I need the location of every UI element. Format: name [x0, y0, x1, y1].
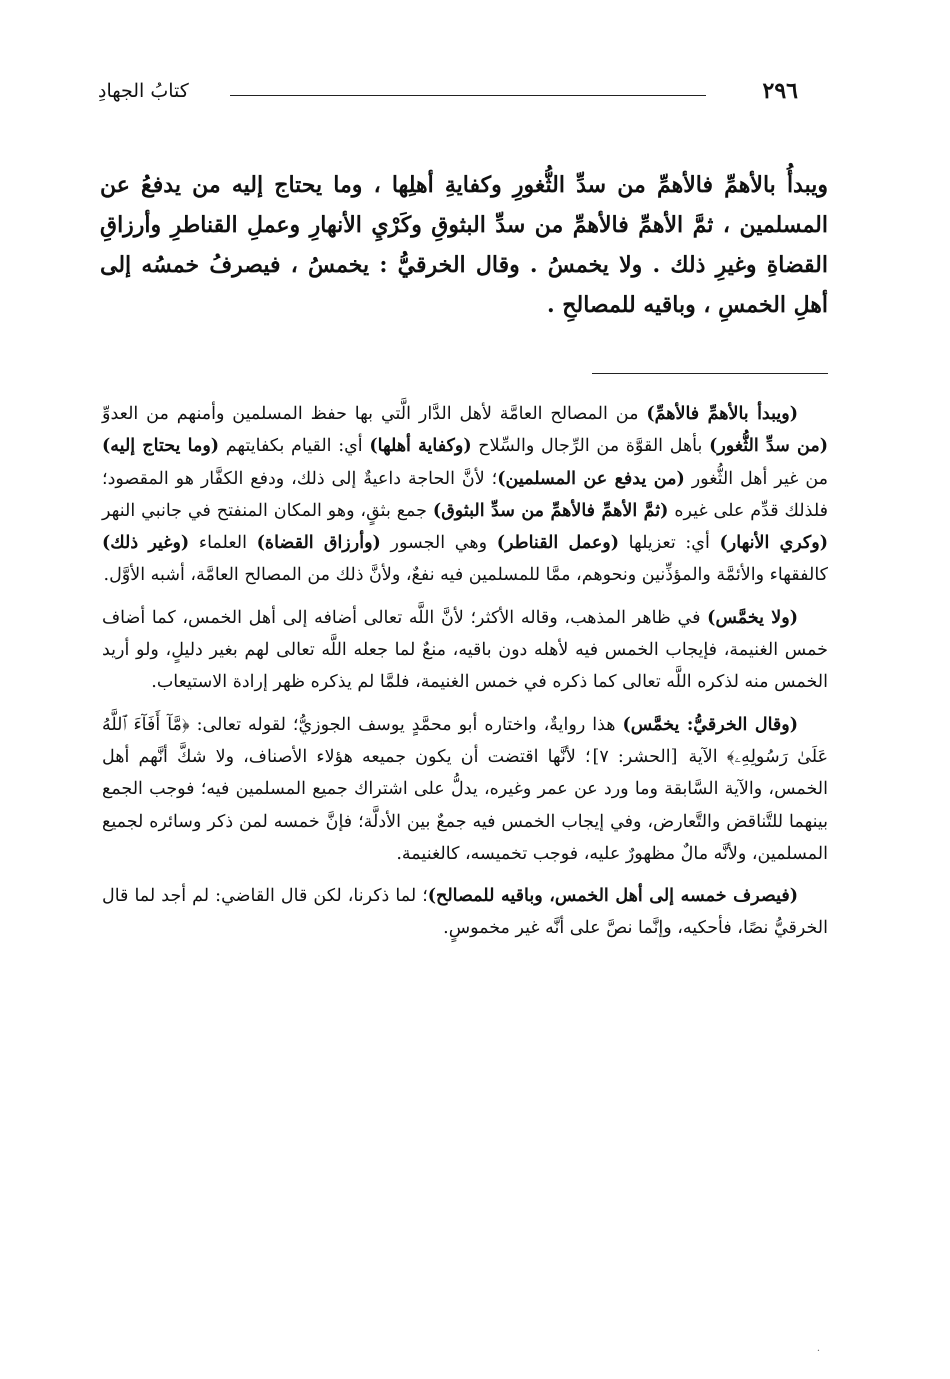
commentary-text: الآية	[679, 746, 727, 767]
commentary-text: ؛ لما ذكرنا، لكن قال القاضي: لم أجد لما قال الخرقيُّ نصًا، فأحكيه، وإنَّما نصَّ على أنَّه غير مخموسٍ.	[102, 886, 828, 939]
quoted-matn: (وكري الأنهار)	[719, 533, 828, 554]
quran-verse: ﴿مَّآ أَفَآءَ ٱللَّهُ عَلَىٰ رَسُولِهِۦ﴾	[102, 714, 829, 767]
commentary-text: في ظاهر المذهب، وقاله الأكثر؛ لأنَّ اللَّه تعالى أضافه إلى أهل الخمس، كما أضاف خمس الغنيمة، فإيجاب الخمس فيه لأهله دون باقيه، منعٌ لما جعله اللَّه تعالى لهم بغير دليلٍ، ولو أريد الخمس منه لذكره اللَّه تعالى كما ذكره في خمس الغنيمة، فلمَّا لم يذكره ظهر إرادة الاستيعاب.	[102, 607, 828, 693]
commentary-text: ؛ لأنَّ الحاجة داعيةٌ إلى ذلك، ودفع الكفَّار هو المقصود؛ فلذلك قدِّم على غيره	[102, 468, 828, 521]
quoted-matn: (فيصرف خمسه إلى أهل الخمس، وباقيه للمصالح)	[427, 886, 798, 907]
quoted-matn: (من يدفع عن المسلمين)	[497, 468, 685, 489]
commentary-text: وهي الجسور	[380, 533, 497, 554]
commentary-paragraph-1	[102, 398, 828, 592]
header-rule	[230, 95, 706, 96]
quoted-matn: (ويبدأ بالأهمِّ فالأهمِّ)	[646, 404, 798, 424]
commentary-paragraph-3	[102, 709, 828, 870]
commentary-text: العلماء	[189, 533, 257, 554]
matn-text-block	[100, 165, 828, 325]
quoted-matn: (من سدِّ الثُّغور)	[709, 436, 828, 457]
commentary-text: أي: تعزيلها	[619, 533, 720, 554]
quoted-matn: (ثمَّ الأهمِّ فالأهمِّ من سدِّ البثوق)	[432, 500, 669, 521]
commentary-text: من غير أهل الثُّغور	[684, 468, 829, 489]
commentary-paragraph-2	[102, 602, 828, 699]
page-header	[98, 78, 798, 112]
running-title: كتابُ الجهادِ	[98, 80, 189, 102]
commentary-text: بأهل القوَّة من الرِّجال والسِّلاح	[471, 436, 710, 457]
commentary-text: كالفقهاء والأئمَّة والمؤذِّنين ونحوهم، ممَّا للمسلمين فيه نفعٌ، ولأنَّ ذلك من المصالح العامَّة، أشبه الأوَّل.	[103, 565, 828, 586]
quoted-matn: (ولا يخمَّس)	[707, 607, 798, 628]
quoted-matn: (وما يحتاج إليه)	[102, 436, 220, 457]
commentary-block	[102, 398, 828, 955]
quoted-matn: (وعمل القناطر)	[496, 533, 619, 554]
commentary-text: من المصالح العامَّة لأهل الدَّار الَّتي بها حفظ المسلمين وأمنهم من العدوِّ	[102, 404, 647, 424]
commentary-text: أي: القيام بكفايتهم	[219, 436, 370, 457]
commentary-text: جمع بثقٍ، وهو المكان المنفتح في جانبي النهر	[102, 500, 433, 521]
commentary-text: ؛ لأنَّها اقتضت أن يكون جميعه هؤلاء الأصناف، ولا شكَّ أنَّهم أهل الخمس، والآية السَّابقة وما ورد عن عمر وغيره، يدلُّ على اشتراك جميع المسلمين فيه؛ فوجب الجمع بينهما للتَّناقض والتَّعارض، وفي إيجاب الخمس فيه جمعٌ بين الأدلَّة؛ فإنَّ خمسه لمن ذكر وسائره لجميع المسلمين، ولأنَّه مالٌ مظهورٌ عليه، فوجب تخميسه، كالغنيمة.	[102, 746, 828, 864]
commentary-paragraph-4	[102, 880, 828, 945]
page-number: ٢٩٦	[762, 78, 798, 104]
quoted-matn: (وغير ذلك)	[102, 533, 190, 554]
quoted-matn: (وكفاية أهلها)	[369, 436, 472, 457]
scan-mark: ·	[816, 1346, 820, 1357]
verse-citation: [الحشر: ٧]	[592, 746, 678, 767]
quoted-matn: (وقال الخرقيُّ: يخمَّس)	[622, 714, 799, 735]
quoted-matn: (وأرزاق القضاة)	[256, 533, 381, 554]
footnote-separator	[592, 373, 828, 374]
matn-paragraph: ويبدأُ بالأهمِّ فالأهمِّ من سدِّ الثُّغورِ وكفايةِ أهلِها ، وما يحتاج إليه من يدفعُ عن المسلمين ، ثمَّ الأهمِّ فالأهمِّ من سدِّ البثوقِ وكَرْيِ الأنهارِ وعملِ القناطرِ وأرزاقِ القضاةِ وغيرِ ذلك . ولا يخمسُ . وقال الخرقيُّ : يخمسُ ، فيصرفُ خمسُه إلى أهلِ الخمسِ ، وباقيه للمصالحِ .	[100, 172, 828, 318]
commentary-text: هذا روايةٌ، واختاره أبو محمَّدٍ يوسف الجوزيُّ؛ لقوله تعالى:	[189, 714, 623, 735]
